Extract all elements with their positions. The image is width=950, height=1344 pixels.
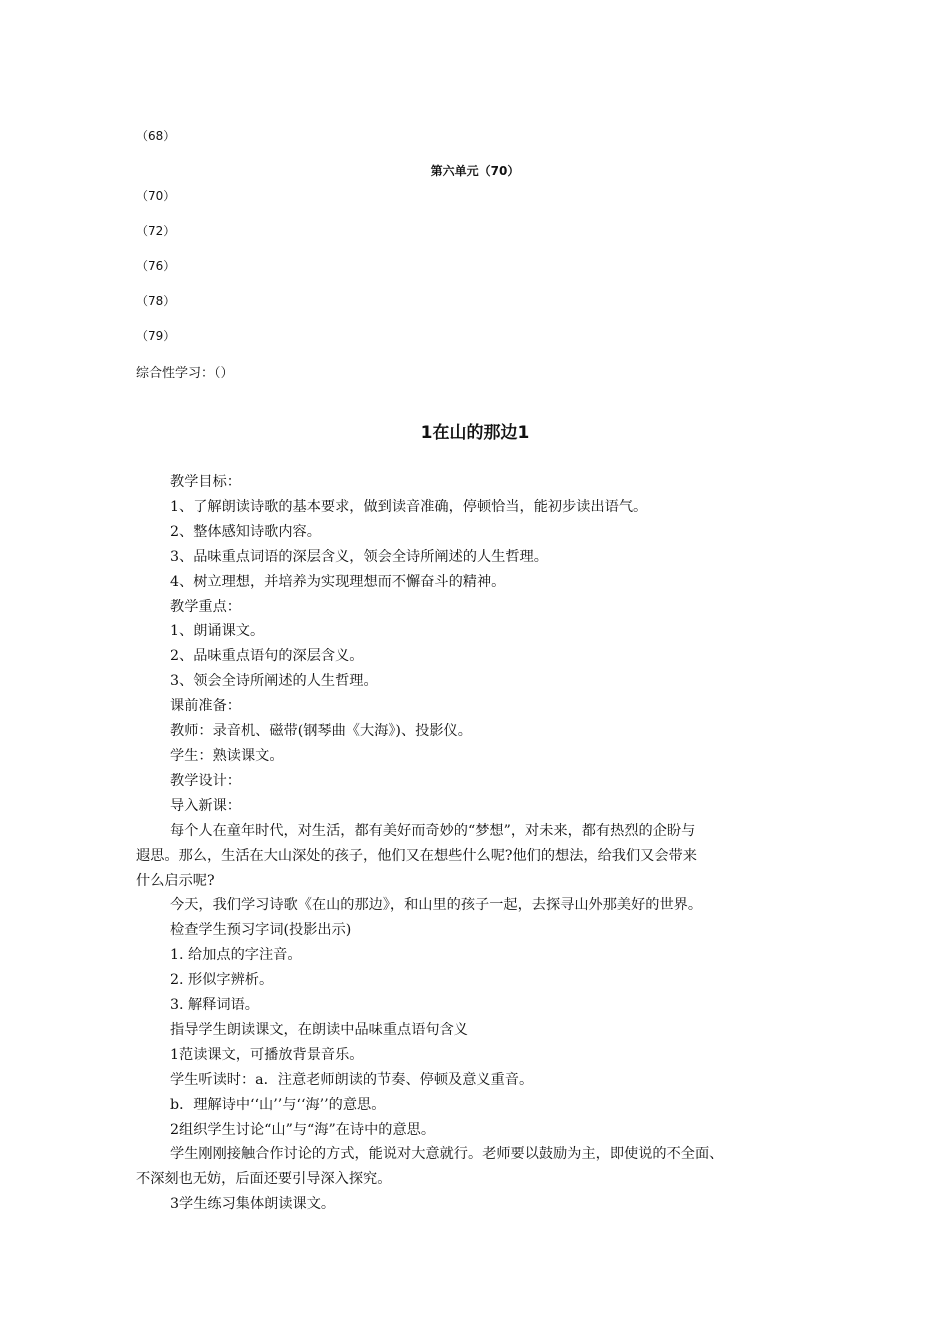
section-heading-intro: 导入新课： (170, 797, 241, 814)
key-point-item: 2、品味重点语句的深层含义。 (170, 648, 364, 665)
paragraph-line: 今天，我们学习诗歌《在山的那边》，和山里的孩子一起，去探寻山外那美好的世界。 (170, 897, 703, 914)
reading-step: 学生听读时：a．注意老师朗读的节奏、停顿及意义重音。 (170, 1071, 534, 1088)
objective-item: 3、品味重点词语的深层含义，领会全诗所阐述的人生哲理。 (170, 548, 548, 565)
reading-step: b．理解诗中‘‘山’’与‘‘海’’的意思。 (170, 1096, 386, 1113)
preparation-student: 学生：熟读课文。 (170, 747, 284, 764)
lesson-body (136, 470, 816, 1217)
objective-item: 1、了解朗读诗歌的基本要求，做到读音准确，停顿恰当，能初步读出语气。 (170, 498, 648, 515)
section-heading-key-points: 教学重点： (170, 598, 241, 615)
section-heading-objectives: 教学目标： (170, 474, 241, 490)
toc-comprehensive-study: 综合性学习：（） (136, 366, 234, 381)
objective-item: 4、树立理想，并培养为实现理想而不懈奋斗的精神。 (170, 573, 506, 590)
toc-entry: （72） (136, 224, 176, 238)
objective-item: 2、整体感知诗歌内容。 (170, 523, 321, 540)
toc-entry: （76） (136, 259, 176, 273)
toc-entry: （78） (136, 294, 176, 308)
key-point-item: 3、领会全诗所阐述的人生哲理。 (170, 673, 378, 690)
paragraph-line: 学生刚刚接触合作讨论的方式，能说对大意就行。老师要以鼓励为主，即使说的不全面、 (170, 1146, 724, 1163)
vocab-item: 2. 形似字辨析。 (170, 972, 274, 989)
lesson-title: 1在山的那边1 (420, 423, 530, 443)
vocab-item: 3. 解释词语。 (170, 997, 259, 1014)
toc-entry: （68） (136, 129, 176, 143)
paragraph-line: 什么启示呢? (136, 872, 215, 889)
reading-step: 2组织学生讨论“山”与“海”在诗中的意思。 (170, 1121, 436, 1138)
section-heading-design: 教学设计： (170, 772, 241, 789)
key-point-item: 1、朗诵课文。 (170, 623, 265, 640)
toc-entry: （79） (136, 329, 176, 343)
section-heading-vocab-check: 检查学生预习字词(投影出示) (170, 922, 352, 939)
paragraph-line: 每个人在童年时代，对生活，都有美好而奇妙的“梦想”，对未来，都有热烈的企盼与 (170, 822, 696, 839)
toc-unit-heading: 第六单元（70） (430, 164, 520, 178)
section-heading-preparation: 课前准备： (170, 698, 241, 715)
paragraph-line: 遐思。那么，生活在大山深处的孩子，他们又在想些什么呢?他们的想法，给我们又会带来 (136, 847, 697, 864)
reading-step: 3学生练习集体朗读课文。 (170, 1196, 336, 1213)
toc-entry: （70） (136, 189, 176, 203)
paragraph-line: 不深刻也无妨，后面还要引导深入探究。 (136, 1171, 392, 1188)
vocab-item: 1. 给加点的字注音。 (170, 947, 302, 964)
preparation-teacher: 教师：录音机、磁带(钢琴曲《大海》)、投影仪。 (170, 723, 472, 740)
reading-step: 1范读课文，可播放背景音乐。 (170, 1046, 364, 1063)
section-heading-reading-guide: 指导学生朗读课文，在朗读中品味重点语句含义 (170, 1021, 468, 1038)
